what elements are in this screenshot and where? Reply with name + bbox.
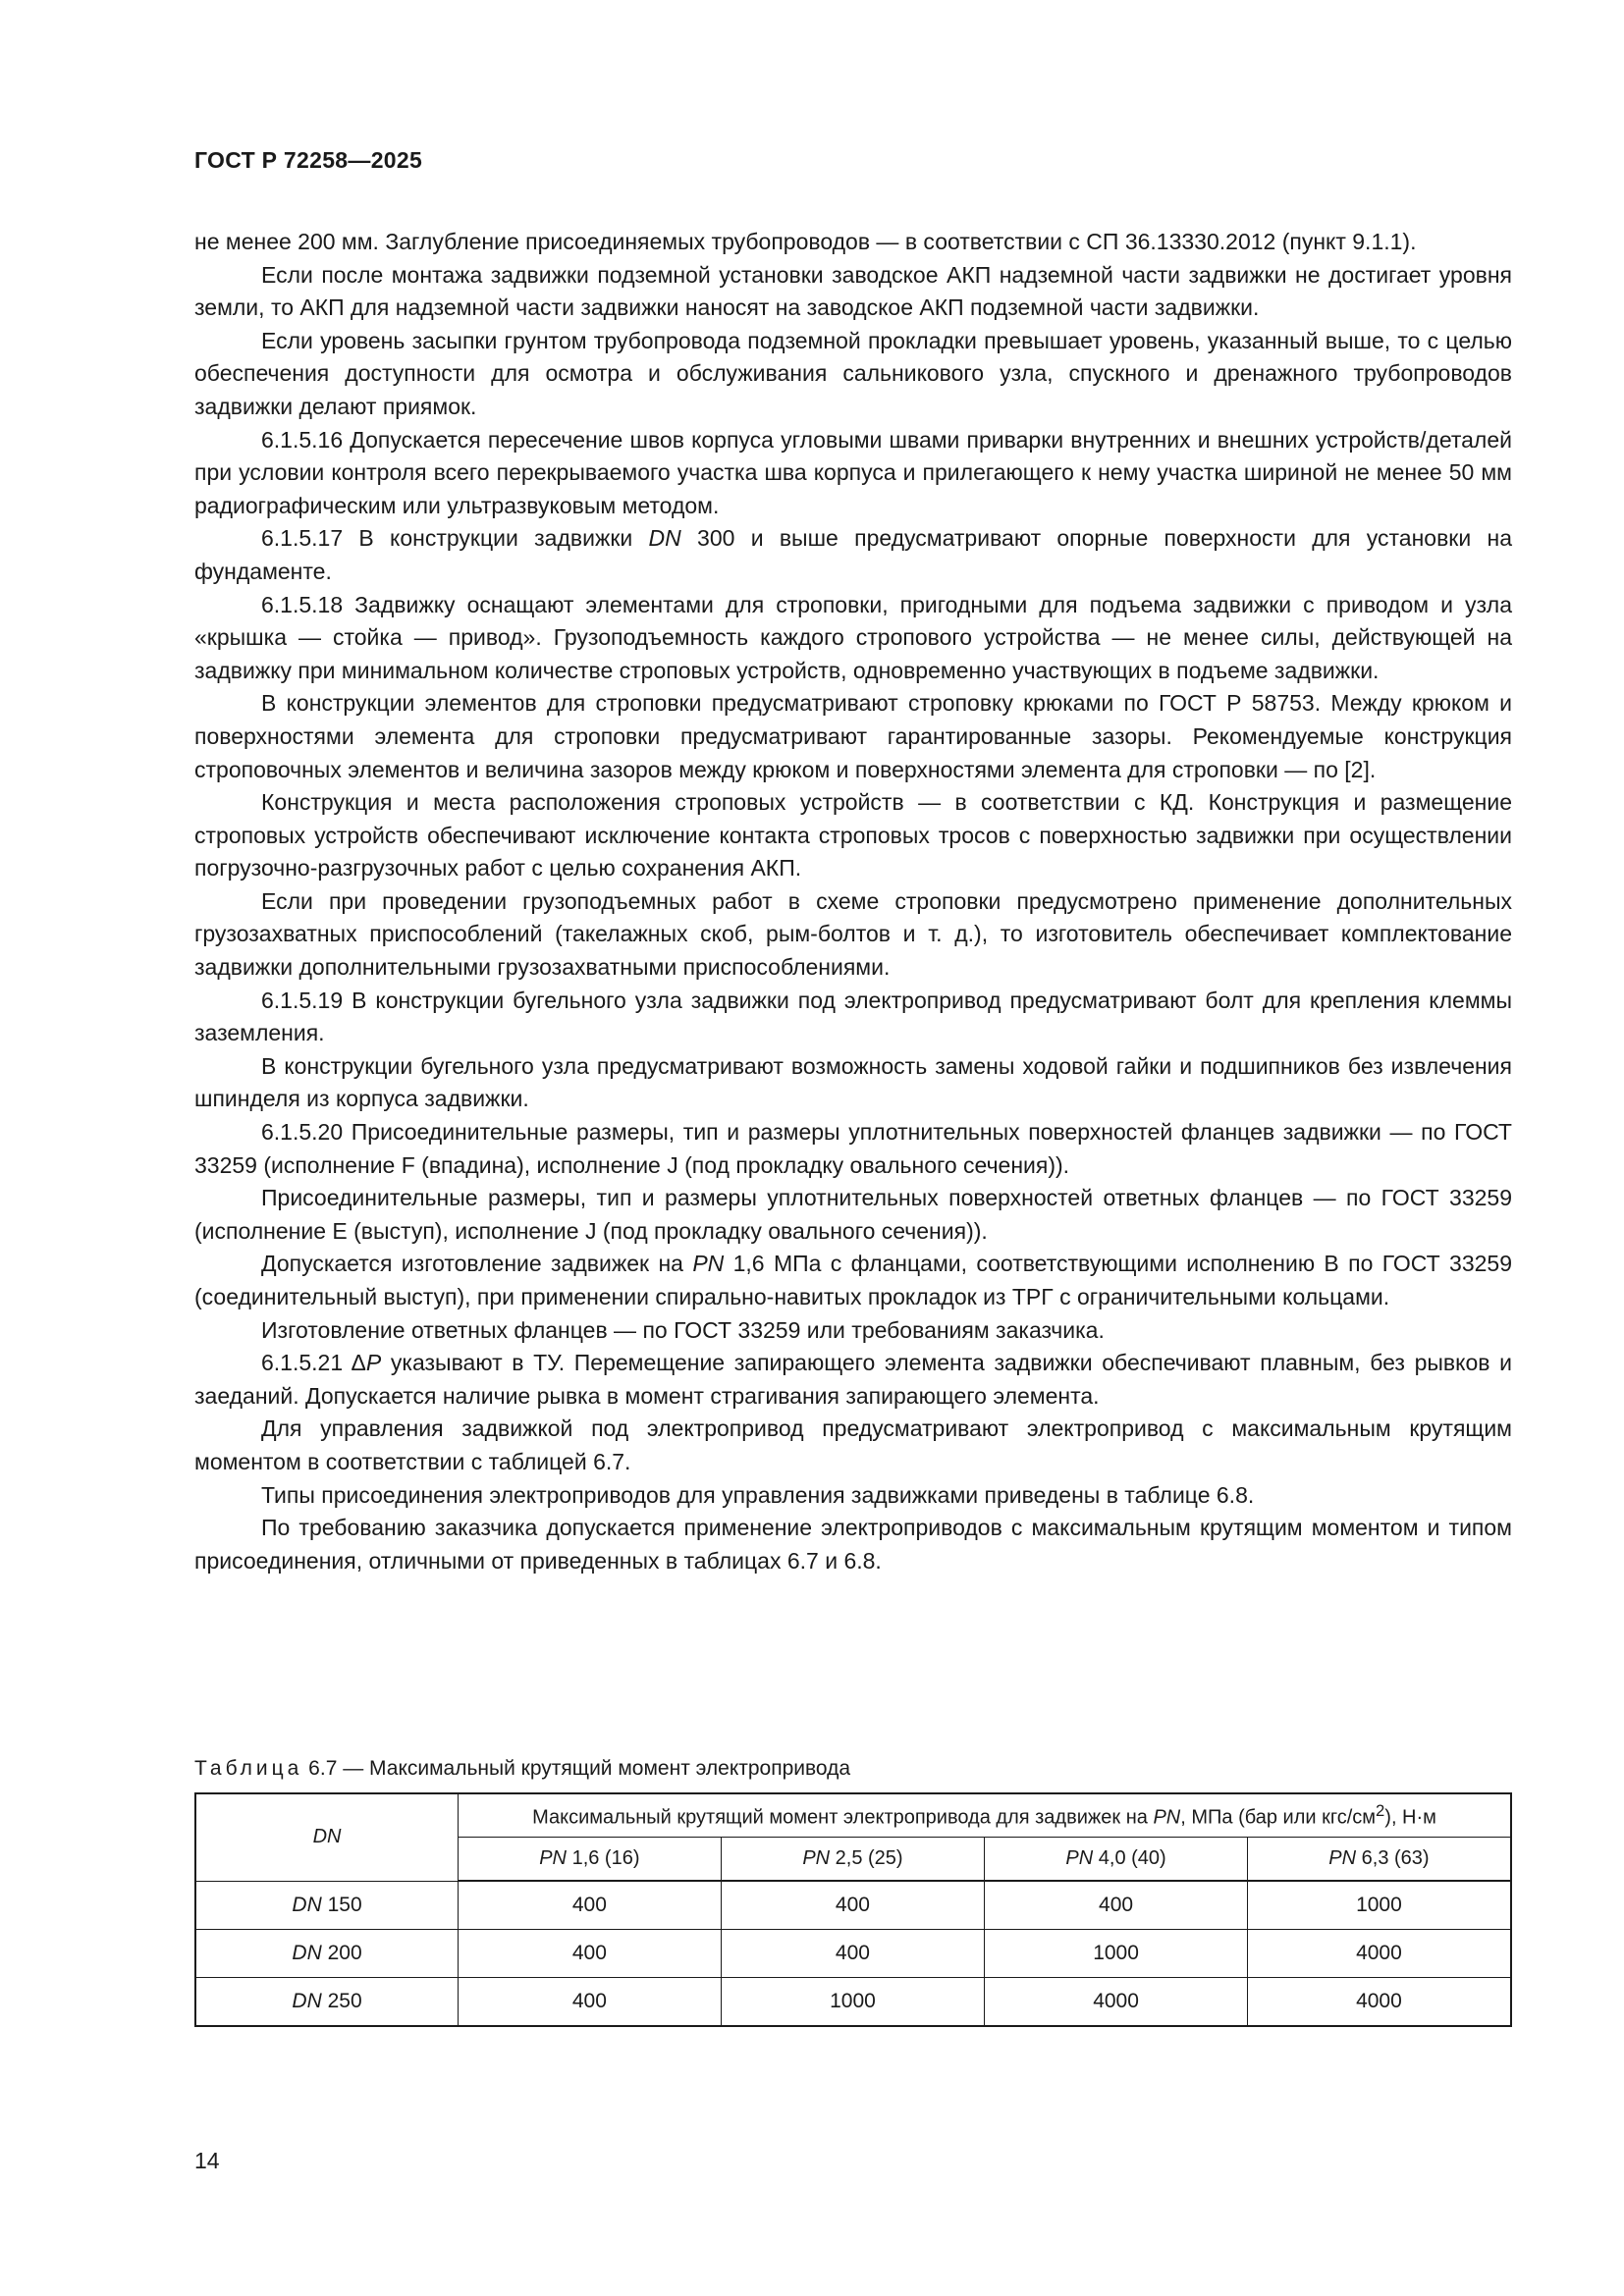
page-number: 14	[194, 2148, 220, 2173]
table-cell: 4000	[1247, 1978, 1511, 2027]
pn-column-header: PN 4,0 (40)	[985, 1838, 1248, 1882]
paragraph: Изготовление ответных фланцев — по ГОСТ 33259 или требованиям заказчика.	[261, 1316, 1105, 1343]
table-cell: 400	[459, 1930, 722, 1978]
table-row	[195, 1881, 1511, 1930]
dn-cell: DN 150	[195, 1881, 459, 1930]
table-cell: 4000	[1247, 1930, 1511, 1978]
paragraph: 6.1.5.19 В конструкции бугельного узла задвижки под электропривод предусматривают болт для крепления клеммы заземления.	[194, 987, 1512, 1046]
body-text	[194, 226, 1512, 1577]
document-header: ГОСТ Р 72258—2025	[194, 147, 423, 173]
group-header-cell: Максимальный крутящий момент электропривода для задвижек на PN, МПа (бар или кгс/$см^2$), Н·м	[459, 1793, 1511, 1838]
pn-column-header: PN 2,5 (25)	[721, 1838, 985, 1882]
paragraph: Для управления задвижкой под электропривод предусматривают электропривод с максимальным крутящим моментом в соответствии с таблицей 6.7.	[194, 1415, 1512, 1474]
paragraph: В конструкции элементов для строповки предусматривают строповку крюками по ГОСТ Р 58753. Между крюком и поверхностями элемента для строповки предусматривают гарантированные зазоры. Рекомендуемые конструкция строповочных элементов и величина зазоров между крюком и поверхностями элемента для строповки — по [2].	[194, 690, 1512, 782]
paragraph: Присоединительные размеры, тип и размеры уплотнительных поверхностей ответных фланцев — по ГОСТ 33259 (исполнение E (выступ), исполнение J (под прокладку овального сечения)).	[194, 1185, 1512, 1244]
pn-column-header: PN 6,3 (63)	[1247, 1838, 1511, 1882]
dn-cell: DN 200	[195, 1930, 459, 1978]
paragraph: 6.1.5.17 В конструкции задвижки DN 300 и выше предусматривают опорные поверхности для установки на фундаменте.	[194, 525, 1512, 584]
paragraph: Конструкция и места расположения строповых устройств — в соответствии с КД. Конструкция и размещение строповых устройств обеспечивают исключение контакта строповых тросов с поверхностью задвижки при осуществлении погрузочно-разгрузочных работ с целью сохранения АКП.	[194, 789, 1512, 881]
table-row	[195, 1978, 1511, 2027]
paragraph: Если уровень засыпки грунтом трубопровода подземной прокладки превышает уровень, указанный выше, то с целью обеспечения доступности для осмотра и обслуживания сальникового узла, спускного и дренажного трубопроводов задвижки делают приямок.	[194, 327, 1512, 419]
paragraph: Если при проведении грузоподъемных работ в схеме строповки предусмотрено применение дополнительных грузозахватных приспособлений (такелажных скоб, рым-болтов и т. д.), то изготовитель обеспечивает комплектование задвижки дополнительными грузозахватными приспособлениями.	[194, 887, 1512, 981]
table-cell: 4000	[985, 1978, 1248, 2027]
table-cell: 400	[459, 1978, 722, 2027]
pn-column-header: PN 1,6 (16)	[459, 1838, 722, 1882]
paragraph: Допускается изготовление задвижек на PN 1,6 МПа с фланцами, соответствующими исполнению B по ГОСТ 33259 (соединительный выступ), при применении спирально-навитых прокладок из ТРГ с ограничительными кольцами.	[194, 1251, 1513, 1309]
table-row	[195, 1930, 1511, 1978]
table-cell: 1000	[985, 1930, 1248, 1978]
paragraph: В конструкции бугельного узла предусматривают возможность замены ходовой гайки и подшипников без извлечения шпинделя из корпуса задвижки.	[194, 1052, 1512, 1112]
table-cell: 400	[985, 1881, 1248, 1930]
table-cell: 1000	[1247, 1881, 1511, 1930]
paragraph: не менее 200 мм. Заглубление присоединяемых трубопроводов — в соответствии с СП 36.13330.2012 (пункт 9.1.1).	[194, 229, 1417, 254]
table-caption: Таблица 6.7 — Максимальный крутящий момент электропривода	[194, 1757, 851, 1780]
dn-cell: DN 250	[195, 1978, 459, 2027]
paragraph: По требованию заказчика допускается применение электроприводов с максимальным крутящим моментом и типом присоединения, отличными от приведенных в таблицах 6.7 и 6.8.	[194, 1515, 1512, 1574]
paragraph: 6.1.5.18 Задвижку оснащают элементами для строповки, пригодными для подъема задвижки с приводом и узла «крышка — стойка — привод». Грузоподъемность каждого стропового устройства — не менее силы, действующей на задвижку при минимальном количестве строповых устройств, одновременно участвующих в подъеме задвижки.	[194, 591, 1512, 683]
paragraph: 6.1.5.21 ΔP указывают в ТУ. Перемещение запирающего элемента задвижки обеспечивают плавным, без рывков и заеданий. Допускается наличие рывка в момент страгивания запирающего элемента.	[194, 1350, 1512, 1409]
table-cell: 400	[459, 1881, 722, 1930]
paragraph: Типы присоединения электроприводов для управления задвижками приведены в таблице 6.8.	[261, 1481, 1255, 1508]
paragraph: 6.1.5.20 Присоединительные размеры, тип и размеры уплотнительных поверхностей фланцев задвижки — по ГОСТ 33259 (исполнение F (впадина), исполнение J (под прокладку овального сечения)).	[194, 1119, 1512, 1178]
paragraph: 6.1.5.16 Допускается пересечение швов корпуса угловыми швами приварки внутренних и внешних устройств/деталей при условии контроля всего перекрываемого участка шва корпуса и прилегающего к нему участка шириной не менее 50 мм радиографическим или ультразвуковым методом.	[194, 426, 1512, 518]
torque-table	[194, 1792, 1512, 2027]
table-cell: 400	[721, 1930, 985, 1978]
dn-header-cell: DN	[195, 1793, 459, 1881]
paragraph: Если после монтажа задвижки подземной установки заводское АКП надземной части задвижки не достигает уровня земли, то АКП для надземной части задвижки наносят на заводское АКП подземной части задвижки.	[194, 261, 1512, 321]
table-cell: 1000	[721, 1978, 985, 2027]
table-cell: 400	[721, 1881, 985, 1930]
